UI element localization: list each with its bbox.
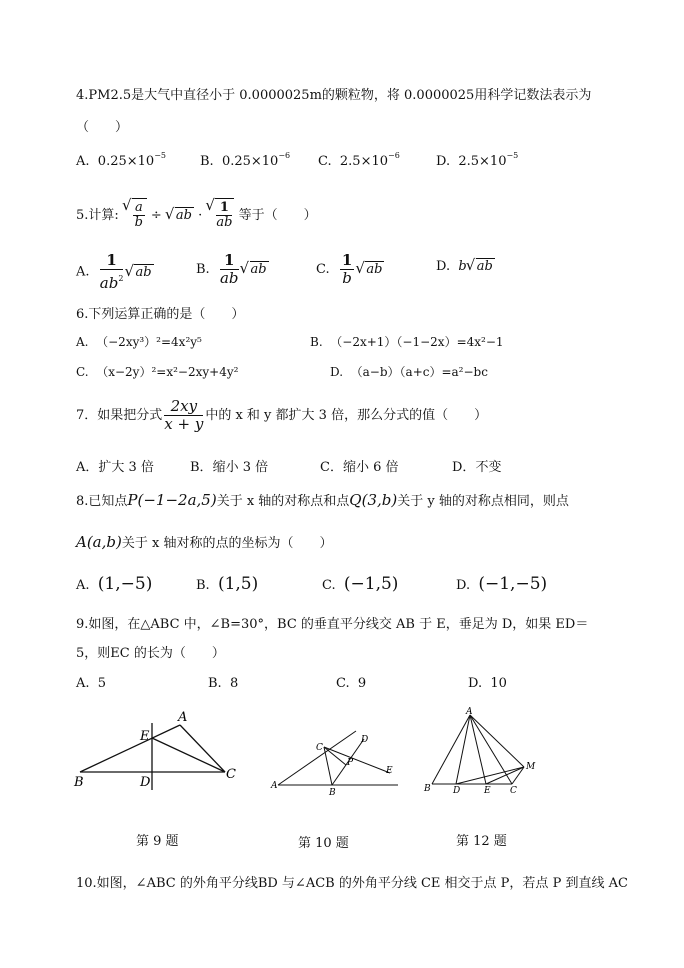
- fig12-label-d: D: [453, 786, 461, 796]
- q9-option-c: C. 9: [336, 676, 367, 691]
- q5-sqrt-a-over-b: √ $\frac{a}{b}$: [132, 198, 147, 230]
- fig9-label-c: C: [226, 767, 236, 782]
- q5-option-b: B. $\frac{1}{ab}$ √ ab: [196, 252, 269, 287]
- fig9-label-e: E: [140, 729, 150, 744]
- q7-option-c: C．缩小 6 倍: [320, 460, 399, 475]
- q4-option-a: A. $0.25\times 10^{-5}$: [76, 151, 166, 169]
- q8-line1: 8.已知点P(−1−2a,5)关于 x 轴的对称点和点Q(3,b)关于 y 轴的对称点相同，则点: [76, 491, 569, 509]
- fig9-label-a: A: [178, 710, 188, 725]
- figure-9: [70, 705, 250, 795]
- q9-line2: 5，则EC 的长为（ ）: [76, 646, 225, 661]
- fig9-label-d: D: [140, 775, 151, 790]
- q7-fraction: $\frac{2xy}{x + y}$: [164, 397, 204, 433]
- fig12-label-e: E: [484, 786, 491, 796]
- fig10-label-d: D: [361, 735, 369, 745]
- fig12-segment-ab: [432, 715, 470, 784]
- q5-sqrt-one-over-ab: √ $\frac{1}{ab}$: [215, 198, 234, 230]
- q5-option-a: A. $\frac{1}{ab^2}$ √ ab: [76, 252, 154, 292]
- q8-option-d: D. (−1,−5): [456, 574, 548, 594]
- fig9-segment-ba: [80, 725, 180, 772]
- fig12-label-b: B: [424, 784, 431, 794]
- q10-line1: 10.如图，∠ABC 的外角平分线BD 与∠ACB 的外角平分线 CE 相交于点 P，若点 P 到直线 AC: [76, 876, 628, 891]
- q9-option-d: D. 10: [468, 676, 507, 691]
- fig10-label-c: C: [316, 743, 323, 753]
- q8-option-c: C. (−1,5): [322, 574, 399, 594]
- figure-12-caption: 第 12 题: [456, 834, 507, 849]
- q6-option-d: D. （a−b）（a+c）=a²−bc: [330, 365, 488, 379]
- q9-option-b: B. 8: [208, 676, 239, 691]
- q8-option-b: B. (1,5): [196, 574, 259, 594]
- fig12-label-a: A: [466, 707, 473, 717]
- q8-option-a: A. (1,−5): [76, 574, 153, 594]
- fig9-segment-ac: [180, 725, 225, 772]
- fig12-label-c: C: [510, 786, 517, 796]
- q5-stem: 5.计算: √ $\frac{a}{b}$ ÷ √ ab · √ $\frac{1}{ab}$ 等于（ ）: [76, 198, 317, 230]
- q6-option-b: B. （−2x+1）（−1−2x）=4x²−1: [310, 335, 504, 349]
- q4-answer-paren: （ ）: [76, 120, 129, 135]
- fig12-segment-ae: [470, 715, 486, 784]
- q7-option-b: B．缩小 3 倍: [190, 460, 269, 475]
- fig10-label-a: A: [271, 781, 278, 791]
- fig10-label-e: E: [386, 766, 393, 776]
- q5-option-d: D. b√ ab: [436, 258, 495, 274]
- fig9-label-b: B: [74, 775, 84, 790]
- q6-option-a: A. （−2xy³）²=4x²y⁵: [76, 335, 202, 349]
- fig9-segment-ec: [152, 738, 225, 772]
- figure-10-caption: 第 10 题: [298, 836, 349, 851]
- fig10-ray-ac: [278, 731, 356, 785]
- q9-option-a: A. 5: [76, 676, 107, 691]
- fig12-segment-ad: [456, 715, 470, 784]
- figure-12: [420, 705, 550, 800]
- fig10-ray-be: [324, 747, 390, 773]
- q6-stem: 6.下列运算正确的是（ ）: [76, 307, 245, 322]
- q4-stem: 4.PM2.5是大气中直径小于 0.0000025m的颗粒物，将 0.0000025用科学记数法表示为: [76, 88, 592, 103]
- fig10-label-p: P: [347, 758, 354, 768]
- q4-option-b: B. $0.25\times 10^{-6}$: [200, 151, 291, 169]
- q5-option-c: C. $\frac{1}{b}$ √ ab: [316, 252, 384, 287]
- q8-line2: A(a,b)关于 x 轴对称的点的坐标为（ ）: [76, 533, 333, 551]
- q9-line1: 9.如图，在△ABC 中，∠B=30°，BC 的垂直平分线交 AB 于 E，垂足为 D，如果 ED＝: [76, 617, 589, 632]
- q4-option-d: D. $2.5\times 10^{-5}$: [436, 151, 519, 169]
- fig12-label-m: M: [526, 762, 536, 772]
- fig10-label-b: B: [329, 788, 336, 798]
- figure-10: [266, 725, 406, 800]
- q7-option-a: A．扩大 3 倍: [76, 460, 154, 475]
- q5-sqrt-ab: √ ab: [175, 207, 194, 223]
- q6-option-c: C. （x−2y）²=x²−2xy+4y²: [76, 365, 239, 379]
- q4-option-c: C. $2.5\times 10^{-6}$: [318, 151, 400, 169]
- q7-stem: 7．如果把分式 $\frac{2xy}{x + y}$ 中的 x 和 y 都扩大 3 倍，那么分式的值（ ）: [76, 397, 488, 433]
- figure-9-caption: 第 9 题: [136, 834, 179, 849]
- q7-option-d: D．不变: [452, 460, 502, 475]
